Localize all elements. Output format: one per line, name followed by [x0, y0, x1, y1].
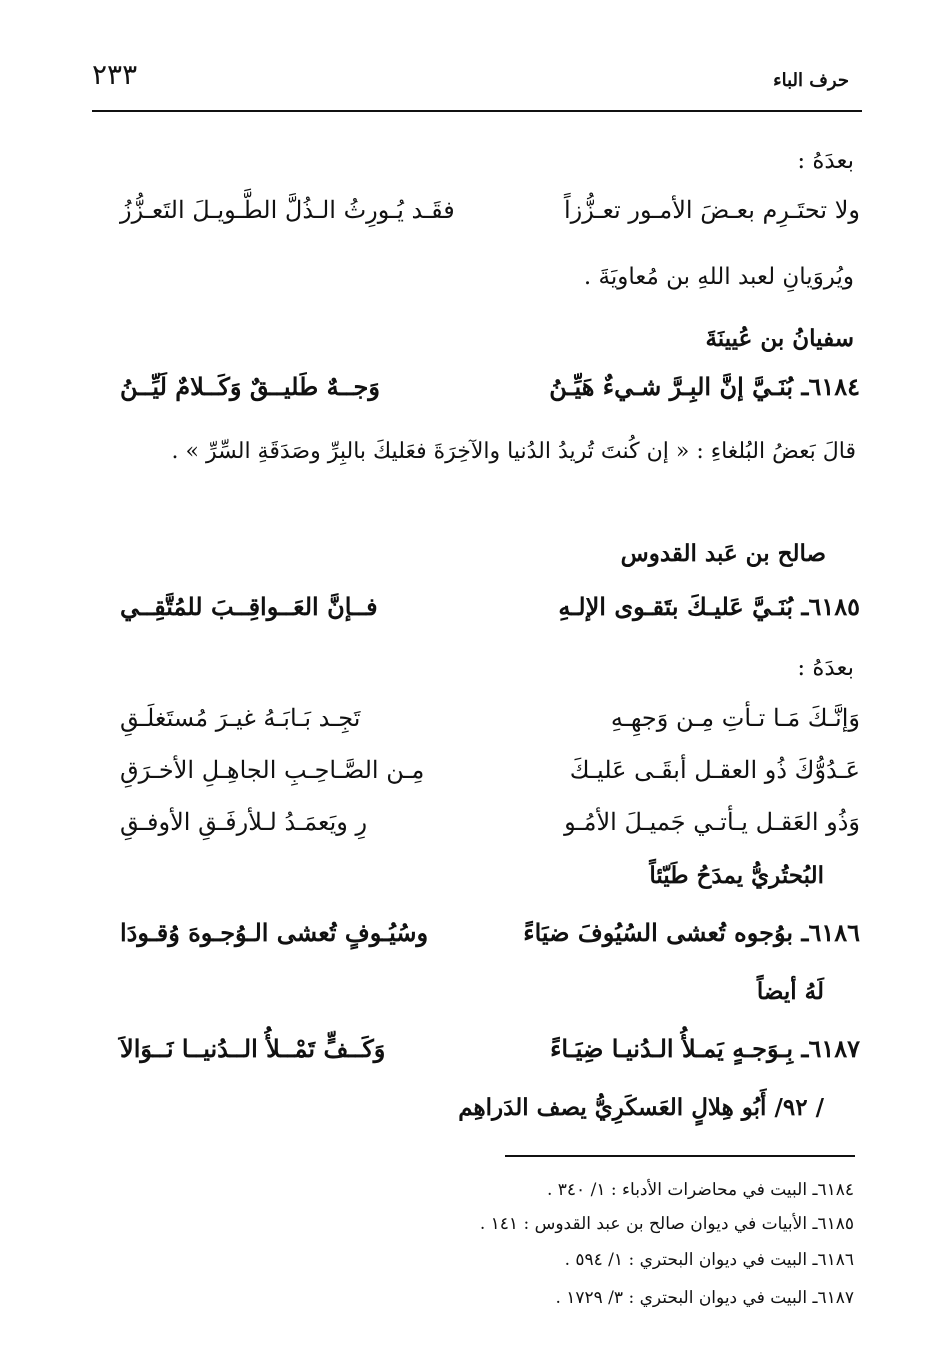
verse-d-first-hemistich: وَذُو العَقـل يـأتـي جَميـلَ الأمُـو	[564, 808, 860, 836]
verse-6186	[90, 918, 860, 962]
verse-d	[90, 808, 860, 852]
narration-note: ويُروَيانِ لعبد اللهِ بن مُعاويَةَ .	[583, 264, 854, 290]
page-number: ٢٣٣	[92, 58, 138, 91]
verse-6187-first-hemistich: ٦١٨٧ـ بِـوَجـهٍ يَمـلأُ الـدُنيـا ضِيَـاءً	[550, 1034, 860, 1063]
verse-a-first-hemistich: ولا تحتَـرِم بعـضَ الأمـور تعـزُّزاً	[563, 196, 860, 224]
verse-c-second-hemistich: مِـن الصَّـاحِـبِ الجاهِـلِ الأخـرَقِ	[120, 756, 425, 784]
after-note-1: بعدَهُ :	[797, 148, 854, 174]
prose-paragraph: قالَ بَعضُ البُلغاءِ : « إن كُنتَ تُريدُ الدُنيا والآخِرَةَ فعَليكَ بالبِرِّ وصَدَقَةِ السِّرِّ » .	[171, 439, 856, 464]
verse-6186-second-hemistich: وسُيُـوفٍ تُعشى الـوُجـوهَ وُقـودَا	[120, 918, 429, 947]
verse-a	[90, 196, 860, 240]
verse-d-second-hemistich: رِ ويَعمَـدُ لـلأرفَـقِ الأوفـقِ	[120, 808, 368, 836]
poet-heading-1: سفيانُ بن عُيينَةَ	[705, 325, 854, 352]
verse-c-first-hemistich: عَـدُوُّكَ ذُو العقـل أبقَـى عَليـكَ	[569, 756, 860, 784]
verse-b-first-hemistich: وَإنَّـكَ مَـا تـأتِ مِـن وَجهِـهِ	[610, 704, 860, 732]
verse-6184	[90, 372, 860, 416]
footnote-divider	[505, 1155, 855, 1157]
header-divider	[92, 110, 862, 112]
verse-b	[90, 704, 860, 748]
chapter-title: حرف الباء	[773, 70, 849, 91]
verse-c	[90, 756, 860, 800]
verse-6185-second-hemistich: فــإنَّ العَــواقِــبَ للمُتَّقِــي	[120, 592, 378, 621]
verse-6187	[90, 1034, 860, 1078]
after-note-2: بعدَهُ :	[797, 655, 854, 681]
poet-heading-3: البُحتُريُّ يمدَحُ طَيّئاً	[649, 862, 824, 889]
verse-b-second-hemistich: تَجِـد بَـابَـهُ غيـرَ مُستَغلَـقِ	[120, 704, 361, 732]
footnote-6184: ٦١٨٤ـ البيت في محاضرات الأدباء : ١/ ٣٤٠ .	[546, 1180, 854, 1200]
verse-6184-second-hemistich: وَجــهٌ طَليــقٌ وَكَــلامٌ لَيِّــنُ	[120, 372, 380, 401]
verse-6184-first-hemistich: ٦١٨٤ـ بُنَـيَّ إنَّ البِـرَّ شـيءٌ هَيِّـنُ	[549, 372, 860, 401]
verse-a-second-hemistich: فقَـد يُـورِثُ الـذُلَّ الطَّـويـلَ التَعـزُّزُ	[120, 196, 455, 224]
verse-6185-first-hemistich: ٦١٨٥ـ بُنَـيَّ عَليـكَ بتَقـوى الإلـهِ	[558, 592, 860, 621]
footnote-6186: ٦١٨٦ـ البيت في ديوان البحتري : ١/ ٥٩٤ .	[564, 1250, 854, 1270]
verse-6185	[90, 592, 860, 636]
section-heading: / ٩٢/ أَبُو هِلالٍ العَسكَرِيُّ يصف الدَراهِم	[458, 1094, 824, 1121]
verse-6186-first-hemistich: ٦١٨٦ـ بوُجوه تُعشى السُيُوفَ ضيَاءً	[523, 918, 860, 947]
footnote-6187: ٦١٨٧ـ البيت في ديوان البحتري : ٣/ ١٧٢٩ .	[555, 1288, 854, 1308]
verse-6187-second-hemistich: وَكَــفٍّ تَمْــلأُ الــدُنيــا نَــوَالاَ	[120, 1034, 386, 1063]
poet-heading-4: لَهُ أيضاً	[756, 978, 824, 1005]
poet-heading-2: صالح بن عَبد القدوس	[620, 540, 826, 567]
footnote-6185: ٦١٨٥ـ الأبيات في ديوان صالح بن عبد القدوس : ١٤١ .	[479, 1214, 854, 1234]
